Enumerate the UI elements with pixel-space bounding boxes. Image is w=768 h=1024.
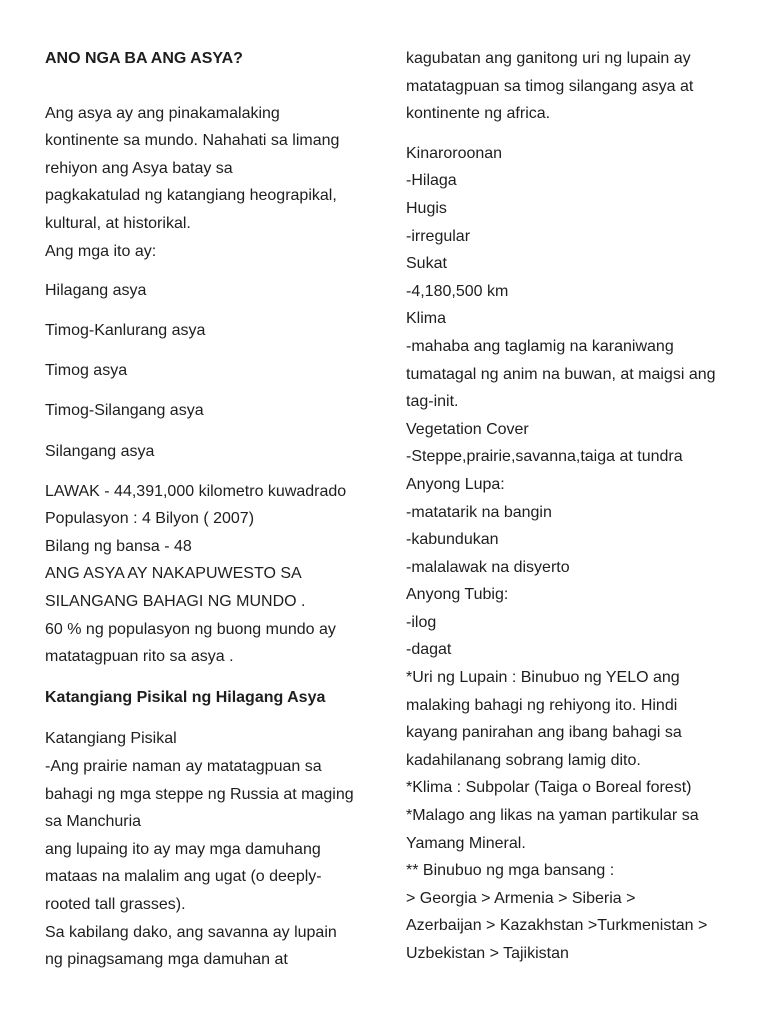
details-paragraph bbox=[406, 140, 736, 968]
section-heading: Katangiang Pisikal ng Hilagang Asya bbox=[45, 688, 326, 706]
fact-line: ANG ASYA AY NAKAPUWESTO SA bbox=[45, 565, 302, 583]
physical-line: Sa kabilang dako, ang savanna ay lupain bbox=[45, 923, 337, 941]
physical-line: Katangiang Pisikal bbox=[45, 730, 177, 748]
intro-line: Ang mga ito ay: bbox=[45, 242, 157, 260]
region-item: Timog-Kanlurang asya bbox=[45, 322, 206, 340]
detail-line: -matatarik na bangin bbox=[406, 503, 552, 521]
detail-line: Kinaroroonan bbox=[406, 144, 503, 162]
physical-line: bahagi ng mga steppe ng Russia at maging bbox=[45, 785, 354, 803]
page-title: ANO NGA BA ANG ASYA? bbox=[45, 50, 243, 67]
detail-line: tumatagal ng anim na buwan, at maigsi ang bbox=[406, 365, 716, 383]
continued-line: kontinente ng africa. bbox=[406, 105, 551, 123]
region-item: Silangang asya bbox=[45, 442, 155, 460]
detail-line: kadahilanang sobrang lamig dito. bbox=[406, 751, 641, 769]
physical-line: ang lupaing ito ay may mga damuhang bbox=[45, 840, 321, 858]
detail-line: malaking bahagi ng rehiyong ito. Hindi bbox=[406, 696, 678, 714]
fact-line: 60 % ng populasyon ng buong mundo ay bbox=[45, 620, 336, 638]
detail-line: -mahaba ang taglamig na karaniwang bbox=[406, 337, 674, 355]
detail-line: Sukat bbox=[406, 255, 447, 273]
detail-line: *Malago ang likas na yaman partikular sa bbox=[406, 807, 699, 825]
region-item: Timog asya bbox=[45, 362, 128, 380]
fact-line: matatagpuan rito sa asya . bbox=[45, 648, 234, 666]
physical-line: ng pinagsamang mga damuhan at bbox=[45, 951, 288, 969]
physical-line: -Ang prairie naman ay matatagpuan sa bbox=[45, 757, 322, 775]
detail-line: -Steppe,prairie,savanna,taiga at tundra bbox=[406, 448, 683, 466]
right-column bbox=[406, 45, 736, 968]
region-item: Timog-Silangang asya bbox=[45, 402, 204, 420]
detail-line: > Georgia > Armenia > Siberia > bbox=[406, 889, 636, 907]
fact-line: SILANGANG BAHAGI NG MUNDO . bbox=[45, 593, 306, 610]
fact-line: Populasyon : 4 Bilyon ( 2007) bbox=[45, 510, 255, 528]
intro-line: kultural, at historikal. bbox=[45, 214, 191, 232]
detail-line: ** Binubuo ng mga bansang : bbox=[406, 862, 615, 880]
intro-line: Ang asya ay ang pinakamalaking bbox=[45, 104, 280, 122]
detail-line: *Klima : Subpolar (Taiga o Boreal forest) bbox=[406, 779, 692, 797]
detail-line: *Uri ng Lupain : Binubuo ng YELO ang bbox=[406, 669, 680, 687]
detail-line: -4,180,500 km bbox=[406, 282, 509, 300]
detail-line: Anyong Tubig: bbox=[406, 586, 509, 604]
detail-line: tag-init. bbox=[406, 393, 459, 411]
continued-line: matatagpuan sa timog silangang asya at bbox=[406, 77, 694, 95]
continued-paragraph bbox=[406, 45, 736, 128]
detail-line: -malalawak na disyerto bbox=[406, 558, 570, 576]
physical-line: rooted tall grasses). bbox=[45, 895, 186, 913]
intro-line: kontinente sa mundo. Nahahati sa limang bbox=[45, 132, 340, 150]
detail-line: Vegetation Cover bbox=[406, 420, 529, 438]
detail-line: -Hilaga bbox=[406, 172, 457, 190]
detail-line: Klima bbox=[406, 310, 447, 328]
physical-paragraph bbox=[45, 725, 375, 973]
intro-line: rehiyon ang Asya batay sa bbox=[45, 159, 233, 177]
region-item: Hilagang asya bbox=[45, 282, 147, 300]
continued-line: kagubatan ang ganitong uri ng lupain ay bbox=[406, 50, 691, 67]
detail-line: kayang panirahan ang ibang bahagi sa bbox=[406, 724, 682, 742]
intro-line: pagkakatulad ng katangiang heograpikal, bbox=[45, 187, 337, 205]
fact-line: LAWAK - 44,391,000 kilometro kuwadrado bbox=[45, 482, 347, 500]
facts-paragraph bbox=[45, 478, 375, 671]
detail-line: Uzbekistan > Tajikistan bbox=[406, 945, 569, 962]
detail-line: -irregular bbox=[406, 227, 471, 245]
detail-line: Yamang Mineral. bbox=[406, 834, 526, 852]
detail-line: -kabundukan bbox=[406, 531, 499, 549]
detail-line: -ilog bbox=[406, 613, 437, 631]
detail-line: Azerbaijan > Kazakhstan >Turkmenistan > bbox=[406, 917, 708, 935]
fact-line: Bilang ng bansa - 48 bbox=[45, 537, 192, 555]
detail-line: Anyong Lupa: bbox=[406, 475, 505, 493]
intro-paragraph bbox=[45, 100, 375, 266]
physical-line: sa Manchuria bbox=[45, 813, 142, 831]
detail-line: -dagat bbox=[406, 641, 452, 659]
left-column bbox=[45, 45, 375, 974]
detail-line: Hugis bbox=[406, 199, 447, 217]
physical-line: mataas na malalim ang ugat (o deeply- bbox=[45, 868, 322, 886]
